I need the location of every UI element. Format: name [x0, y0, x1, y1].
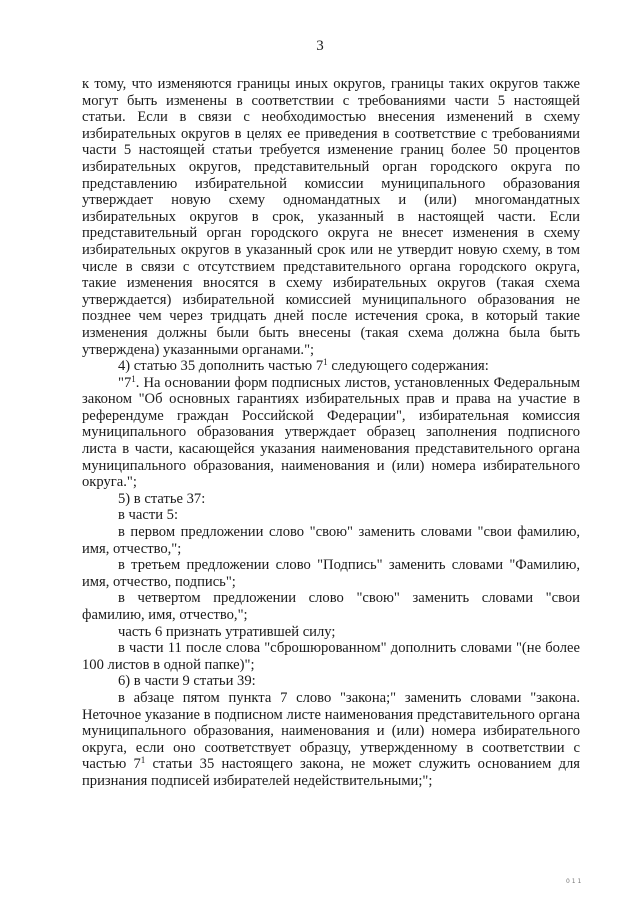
paragraph-12-text-b: статьи 35 настоящего закона, не может служить основанием для признания подписей избирателей недействительными;"; [82, 756, 580, 789]
paragraph-2 [82, 358, 580, 375]
paragraph-3-text-b: . На основании форм подписных листов, установленных Федеральным законом "Об основных гарантиях избирательных прав и права на участие в референдуме граждан Российской Федерации", избирательная комиссия муниципального образования утверждает образец заполнения подписного листа в части, касающейся указания наименования представительного органа муниципального образования, наименования и (или) номера избирательного округа."; [82, 374, 580, 491]
superscript: 1 [140, 755, 146, 766]
paragraph-2-text-a: 4) статью 35 дополнить частью 7 [118, 358, 324, 375]
paragraph-1: к тому, что изменяются границы иных округов, границы таких округов также могут быть изменены в соответствии с требованиями части 5 настоящей статьи. Если в связи с необходимостью внесения изменений в схему избирательных округов в целях ее приведения в соответствие с требованиями части 5 настоящей статьи требуется изменение границ более 50 процентов избирательных округов, представительный орган городского округа по представлению избирательной комиссии муниципального образования утверждает новую схему одномандатных и (или) многомандатных избирательных округов в срок, указанный в настоящей части. Если представительный орган городского округа не внесет изменения в схему избирательных округов в указанный срок или не утвердит новую схему, в том числе в связи с отсутствием представительного органа городского округа, такие изменения вносятся в схему избирательных округов (такая схема утверждается) избирательной комиссией муниципального образования не позднее чем через тридцать дней после истечения срока, в который такие изменения должны были быть внесены (такая схема должна была быть утверждена) указанными органами."; [82, 76, 580, 358]
superscript: 1 [131, 373, 136, 384]
document-body [82, 76, 580, 790]
paragraph-3 [82, 375, 580, 491]
paragraph-11: 6) в части 9 статьи 39: [118, 673, 256, 690]
paragraph-10: в части 11 после слова "сброшюрованном" дополнить словами "(не более 100 листов в одной папке)"; [82, 640, 580, 673]
page-number: 3 [316, 38, 324, 54]
paragraph-2-text-b: следующего содержания: [327, 358, 489, 375]
paragraph-12 [82, 690, 580, 790]
paragraph-9: часть 6 признать утратившей силу; [118, 623, 336, 640]
paragraph-12-text-a: в абзаце пятом пункта 7 слово "закона;" заменить словами "закона. Неточное указание в подписном листе наименования представительного органа муниципального образования, наименования и (или) номера избирательного округа, если оно соответствует образцу, утвержденному в соответствии с частью 7 [82, 689, 580, 773]
paragraph-6: в первом предложении слово "свою" заменить словами "свои фамилию, имя, отчество,"; [82, 524, 580, 557]
footer-mark: 0 1 1 [566, 878, 582, 885]
superscript: 1 [323, 357, 328, 368]
paragraph-8: в четвертом предложении слово "свою" заменить словами "свои фамилию, имя, отчество,"; [82, 590, 580, 623]
paragraph-3-text-a: "7 [118, 374, 132, 391]
paragraph-4: 5) в статье 37: [118, 490, 206, 507]
paragraph-5: в части 5: [118, 507, 179, 524]
paragraph-7: в третьем предложении слово "Подпись" заменить словами "Фамилию, имя, отчество, подпись"; [82, 557, 580, 590]
